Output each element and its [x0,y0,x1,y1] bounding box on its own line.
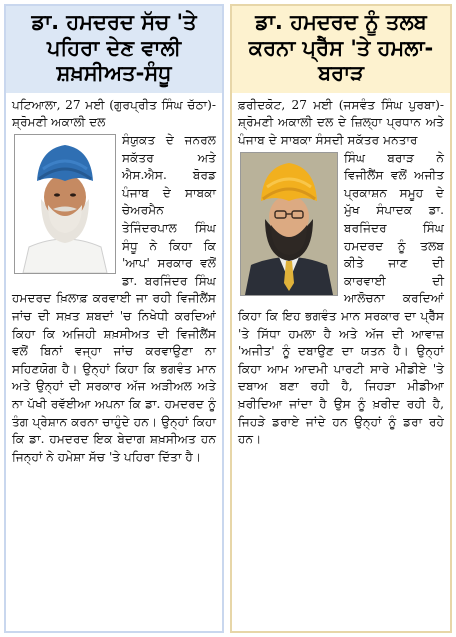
right-article-body [232,150,450,449]
sandhu-portrait [14,134,116,274]
left-article-text: ਸੰਯੁਕਤ ਦੇ ਜਨਰਲ ਸਕੱਤਰ ਅਤੇ ਐਸ.ਐਸ. ਬੋਰਡ ਪੰਜਾਬ ਦੇ ਸਾਬਕਾ ਚੇਅਰਮੈਨ ਤੇਜਿੰਦਰਪਾਲ ਸਿੰਘ ਸੰਧੂ ਨੇ ਕਿਹਾ ਕਿ 'ਆਪ' ਸਰਕਾਰ ਵਲੋਂ ਡਾ. ਬਰਜਿੰਦਰ ਸਿੰਘ ਹਮਦਰਦ ਖ਼ਿਲਾਫ਼ ਕਰਵਾਈ ਜਾ ਰਹੀ ਵਿਜੀਲੈਂਸ ਜਾਂਚ ਦੀ ਸਖ਼ਤ ਸ਼ਬਦਾਂ 'ਚ ਨਿਖੇਧੀ ਕਰਦਿਆਂ ਕਿਹਾ ਕਿ ਅਜਿਹੀ ਸ਼ਖ਼ਸੀਅਤ ਦੀ ਵਿਜੀਲੈਂਸ ਵਲੋਂ ਬਿਨਾਂ ਵਜ੍ਹਾ ਜਾਂਚ ਕਰਵਾਉਣਾ ਨਾ ਸਹਿਣਯੋਗ ਹੈ। ਉਨ੍ਹਾਂ ਕਿਹਾ ਕਿ ਭਗਵੰਤ ਮਾਨ ਅਤੇ ਉਨ੍ਹਾਂ ਦੀ ਸਰਕਾਰ ਅੱਜ ਅੜੀਅਲ ਅਤੇ ਨਾ ਪੱਖੀ ਰਵੱਈਆ ਅਪਨਾ ਕਿ ਡਾ. ਹਮਦਰਦ ਨੂੰ ਤੰਗ ਪ੍ਰੇਸ਼ਾਨ ਕਰਨਾ ਚਾਹੁੰਦੇ ਹਨ। ਉਨ੍ਹਾਂ ਕਿਹਾ ਕਿ ਡਾ. ਹਮਦਰਦ ਇਕ ਬੇਦਾਗ ਸ਼ਖ਼ਸੀਅਤ ਹਨ ਜਿਨ੍ਹਾਂ ਨੇ ਹਮੇਸ਼ਾ ਸੱਚ 'ਤੇ ਪਹਿਰਾ ਦਿੱਤਾ ਹੈ। [12,133,216,464]
right-headline: ਡਾ. ਹਮਦਰਦ ਨੂੰ ਤਲਬ ਕਰਨਾ ਪ੍ਰੈੱਸ 'ਤੇ ਹਮਲਾ-ਬਰਾੜ [232,6,450,93]
brar-portrait-illustration [241,153,337,295]
left-news-column [4,4,224,633]
left-article-body [6,132,222,466]
left-headline: ਡਾ. ਹਮਦਰਦ ਸੱਚ 'ਤੇ ਪਹਿਰਾ ਦੇਣ ਵਾਲੀ ਸ਼ਖ਼ਸੀਅਤ-ਸੰਧੂ [6,6,222,93]
sandhu-portrait-illustration [15,135,115,273]
brar-portrait [240,152,338,296]
left-dateline: ਪਟਿਆਲਾ, 27 ਮਈ (ਗੁਰਪ੍ਰੀਤ ਸਿੰਘ ਚੱਠਾ)-ਸ਼੍ਰੋਮਣੀ ਅਕਾਲੀ ਦਲ [12,97,216,130]
right-news-column [230,4,452,633]
right-dateline: ਫ਼ਰੀਦਕੋਟ, 27 ਮਈ (ਜਸਵੰਤ ਸਿੰਘ ਪੁਰਬਾ)-ਸ਼੍ਰੋਮਣੀ ਅਕਾਲੀ ਦਲ ਦੇ ਜ਼ਿਲ੍ਹਾ ਪ੍ਰਧਾਨ ਅਤੇ ਪੰਜਾਬ ਦੇ ਸਾਬਕਾ ਸੰਸਦੀ ਸਕੱਤਰ ਮਨਤਾਰ [238,97,444,148]
right-article-text: ਸਿੰਘ ਬਰਾੜ ਨੇ ਵਿਜੀਲੈਂਸ ਵਲੋਂ ਅਜੀਤ ਪ੍ਰਕਾਸ਼ਨ ਸਮੂਹ ਦੇ ਮੁੱਖ ਸੰਪਾਦਕ ਡਾ. ਬਰਜਿੰਦਰ ਸਿੰਘ ਹਮਦਰਦ ਨੂੰ ਤਲਬ ਕੀਤੇ ਜਾਣ ਦੀ ਕਾਰਵਾਈ ਦੀ ਆਲੋਚਨਾ ਕਰਦਿਆਂ ਕਿਹਾ ਕਿ ਇਹ ਭਗਵੰਤ ਮਾਨ ਸਰਕਾਰ ਦਾ ਪ੍ਰੈੱਸ 'ਤੇ ਸਿੱਧਾ ਹਮਲਾ ਹੈ ਅਤੇ ਅੱਜ ਦੀ ਆਵਾਜ਼ 'ਅਜੀਤ' ਨੂੰ ਦਬਾਉਣ ਦਾ ਯਤਨ ਹੈ। ਉਨ੍ਹਾਂ ਕਿਹਾ ਆਮ ਆਦਮੀ ਪਾਰਟੀ ਸਾਰੇ ਮੀਡੀਏ 'ਤੇ ਦਬਾਅ ਬਣਾ ਰਹੀ ਹੈ, ਜਿਹੜਾ ਮੀਡੀਆ ਖ਼ਰੀਦਿਆ ਜਾਂਦਾ ਹੈ ਉਸ ਨੂੰ ਖ਼ਰੀਦ ਰਹੀ ਹੈ, ਜਿਹੜੇ ਡਰਾਏ ਜਾਂਦੇ ਹਨ ਉਨ੍ਹਾਂ ਨੂੰ ਡਰਾ ਰਹੇ ਹਨ। [238,150,444,447]
